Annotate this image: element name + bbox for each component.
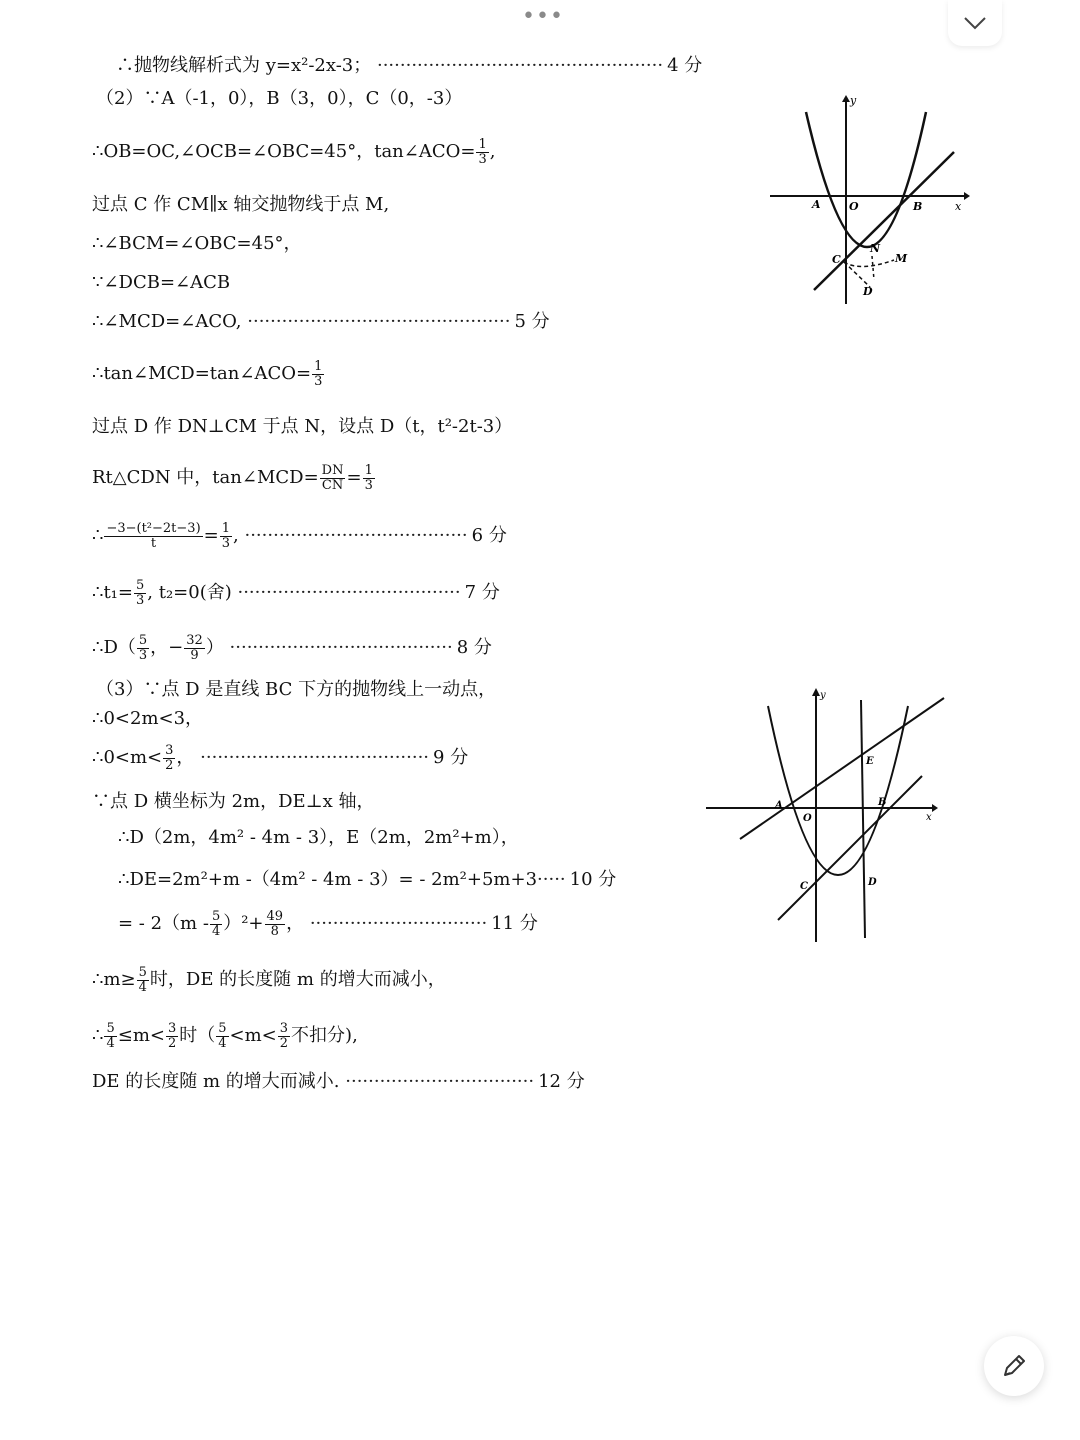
fig1-label-o: O [849,200,859,213]
line-23: DE 的长度随 m 的增大而减小. ································· 12 分 [92,1071,585,1092]
line-14: （3）∵点 D 是直线 BC 下方的抛物线上一动点， [96,679,497,700]
line-4: 过点 C 作 CM∥x 轴交抛物线于点 M, [92,194,390,215]
fig2-label-c: C [800,881,808,892]
line-17: ∵点 D 横坐标为 2m，DE⊥x 轴， [92,791,375,812]
line-22: ∴ $\frac{5}{4}$ ≤m< $\frac{3}{2}$ 时（ $\frac{5}{4}$ <m< $\frac{3}{2}$ 不扣分), [92,1021,358,1051]
line-de [861,700,865,938]
line-16: ∴0<m< $\frac{3}{2}$ ， ········································ 9 分 [92,743,469,773]
y-axis-arrow [842,95,850,102]
fig1-label-x: x [955,200,962,213]
fig2-label-e: E [866,756,874,767]
fig2-label-a: A [775,800,783,811]
line-9: 过点 D 作 DN⊥CM 于点 N，设点 D（t，t²-2t-3） [92,416,513,437]
parabola-curve [806,112,926,247]
fig2-label-d: D [868,877,877,888]
line-11: ∴ $\frac{\text{−3−(t²−2t−3)}}{t}$ = $\frac{1}{3}$ , ······································· 6 分 [92,521,507,551]
line-cm [844,260,894,267]
fig2-label-x: x [926,812,932,823]
line-20: = - 2（m - $\frac{5}{4}$ ）²+ $\frac{49}{8}$ ， ······························· 11 分 [118,909,538,939]
fig1-label-d: D [863,285,873,298]
parabola-figure-2 [700,684,950,946]
window-menu-dots[interactable]: ••• [522,4,564,29]
line-7: ∴∠MCD=∠ACO, ·············································· 5 分 [92,311,550,332]
parabola-curve [768,706,908,875]
line-8: ∴tan∠MCD=tan∠ACO= $\frac{1}{3}$ [92,359,323,389]
line-2: （2）∵A（-1，0），B（3，0），C（0，-3） [96,88,463,109]
fig1-label-y: y [850,94,857,107]
line-12: ∴t₁= $\frac{5}{3}$ , t₂=0(舍) ······································· 7 分 [92,578,500,608]
fig1-label-c: C [832,253,841,266]
line-3: ∴OB=OC,∠OCB=∠OBC=45°，tan∠ACO= $\frac{1}{3}$ , [92,137,496,167]
edit-button[interactable] [984,1336,1044,1396]
fig2-label-o: O [803,813,812,824]
line-5: ∴∠BCM=∠OBC=45°， [92,233,302,254]
fig2-label-b: B [878,797,887,808]
fig1-label-n: N [870,242,881,255]
line-15: ∴0<2m<3， [92,708,204,729]
x-axis-arrow [964,192,970,200]
fig2-label-y: y [820,690,826,701]
line-13: ∴D（ $\frac{5}{3}$ ，− $\frac{32}{9}$ ） ······································· 8 分 [92,633,492,663]
fig1-label-b: B [913,200,923,213]
fig1-label-m: M [895,252,908,265]
fig1-label-a: A [812,198,821,211]
pencil-icon [999,1351,1029,1381]
parabola-figure-1 [760,92,970,307]
line-6: ∵∠DCB=∠ACB [92,272,231,293]
y-axis-arrow [812,688,820,696]
line-bc [814,152,954,290]
line-dn [872,256,874,280]
line-19: ∴DE=2m²+m -（4m² - 4m - 3）= - 2m²+5m+3····· 10 分 [118,869,617,890]
line-18: ∴D（2m，4m² - 4m - 3），E（2m，2m²+m）， [118,827,519,848]
x-axis-arrow [932,804,938,812]
line-10: Rt△CDN 中，tan∠MCD= $\frac{DN}{CN}$ = $\frac{1}{3}$ [92,463,373,493]
line-1: ∴抛物线解析式为 y=x²-2x-3； ·················································· 4 分 [116,55,703,76]
line-21: ∴m≥ $\frac{5}{4}$ 时，DE 的长度随 m 的增大而减小， [92,965,446,995]
